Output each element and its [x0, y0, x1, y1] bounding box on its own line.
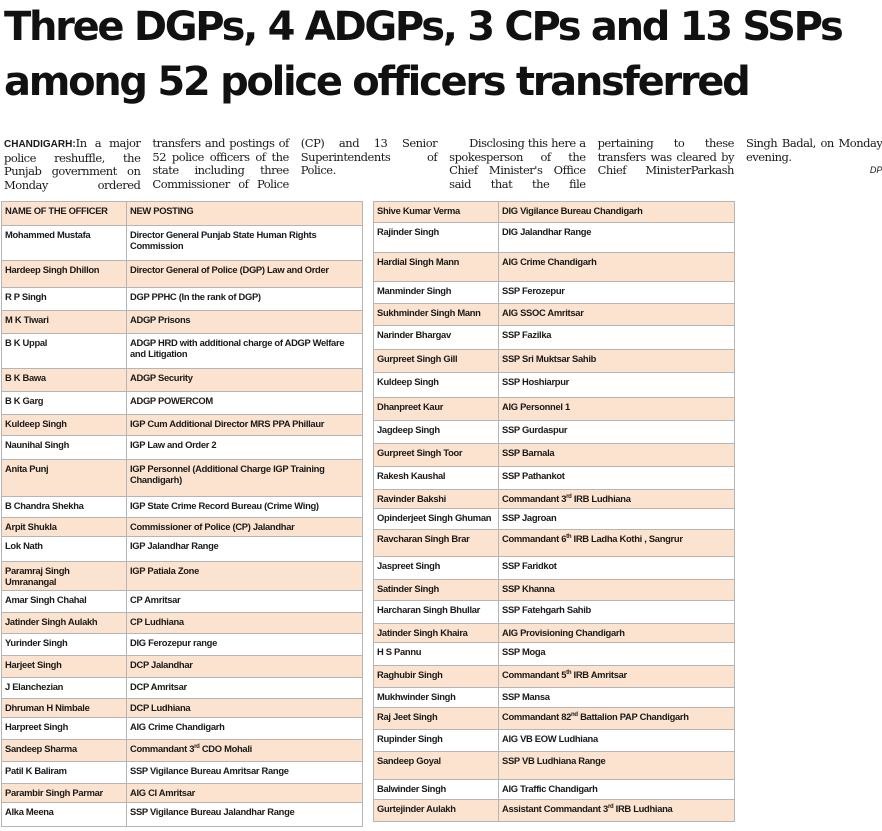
new-posting: IGP State Crime Record Bureau (Crime Wing) [127, 497, 363, 518]
posting-text: IRB Ludhiana [571, 493, 631, 504]
posting-text: Commandant 3 [130, 743, 195, 754]
table-row [2, 562, 363, 591]
posting-text: IRB Ladha Kothi , Sangrur [571, 533, 683, 544]
transfers-table-left [1, 201, 363, 827]
new-posting: IGP Patiala Zone [127, 562, 363, 591]
table-row [2, 415, 363, 436]
new-posting: NEW POSTING [127, 202, 363, 226]
new-posting: SSP Mansa [499, 688, 735, 708]
table-row [374, 752, 735, 780]
table-row [2, 784, 363, 803]
intro-paragraph-1 [4, 137, 437, 195]
table-row [374, 490, 735, 509]
table-row [374, 304, 735, 326]
new-posting: AIG Crime Chandigarh [499, 253, 735, 282]
table-row [2, 288, 363, 311]
table-row [2, 369, 363, 392]
new-posting: AIG Personnel 1 [499, 398, 735, 421]
officer-name: Jaspreet Singh [374, 557, 499, 580]
officer-name: Naunihal Singh [2, 436, 127, 460]
officer-name: Opinderjeet Singh Ghuman [374, 509, 499, 530]
officer-name: Raj Jeet Singh [374, 708, 499, 730]
table-row [374, 467, 735, 490]
officer-name: Yurinder Singh [2, 634, 127, 656]
table-row [2, 497, 363, 518]
officer-name: Ravinder Bakshi [374, 490, 499, 509]
officer-name: R P Singh [2, 288, 127, 311]
officer-name: Paramraj Singh Umranangal [2, 562, 127, 591]
table-row [2, 634, 363, 656]
ordinal-suffix: rd [194, 744, 200, 750]
officer-name: J Elanchezian [2, 678, 127, 699]
officer-name: Dhruman H Nimbale [2, 699, 127, 718]
officer-name: Hardial Singh Mann [374, 253, 499, 282]
transfers-table-right [373, 201, 735, 822]
new-posting: AIG SSOC Amritsar [499, 304, 735, 326]
new-posting: DCP Amritsar [127, 678, 363, 699]
new-posting: SSP Ferozepur [499, 282, 735, 304]
ordinal-suffix: th [566, 534, 572, 540]
new-posting: SSP Fatehgarh Sahib [499, 601, 735, 624]
ordinal-suffix: rd [607, 804, 614, 810]
officer-name: M K Tiwari [2, 311, 127, 334]
new-posting: SSP Vigilance Bureau Amritsar Range [127, 762, 363, 784]
table-row [374, 421, 735, 444]
table-row [2, 656, 363, 678]
table-row [374, 666, 735, 688]
table-row [2, 226, 363, 261]
table-row [2, 591, 363, 613]
table-row [2, 261, 363, 288]
officer-name: Sandeep Sharma [2, 740, 127, 762]
officer-name: Harjeet Singh [2, 656, 127, 678]
new-posting: AIG CI Amritsar [127, 784, 363, 803]
officer-name: H S Pannu [374, 643, 499, 666]
table-row [2, 718, 363, 740]
officer-name: Ravcharan Singh Brar [374, 530, 499, 557]
ordinal-suffix: nd [571, 712, 578, 718]
officer-name: Harpreet Singh [2, 718, 127, 740]
officer-name: Satinder Singh [374, 580, 499, 601]
officer-name: Dhanpreet Kaur [374, 398, 499, 421]
officer-name: Amar Singh Chahal [2, 591, 127, 613]
officer-name: Patil K Baliram [2, 762, 127, 784]
posting-text: Battalion PAP Chandigarh [577, 711, 689, 722]
officer-name: Balwinder Singh [374, 780, 499, 800]
table-row [374, 580, 735, 601]
officer-name: Lok Nath [2, 537, 127, 562]
new-posting [499, 800, 735, 822]
new-posting: IGP Cum Additional Director MRS PPA Phillaur [127, 415, 363, 436]
new-posting [499, 530, 735, 557]
officer-name: Parambir Singh Parmar [2, 784, 127, 803]
new-posting: SSP Sri Muktsar Sahib [499, 350, 735, 373]
officer-name: Narinder Bhargav [374, 326, 499, 350]
officer-name: B K Uppal [2, 334, 127, 369]
table-header-row [2, 202, 363, 226]
posting-text: IRB Amritsar [571, 669, 627, 680]
officer-name: Harcharan Singh Bhullar [374, 601, 499, 624]
table-row [374, 398, 735, 421]
new-posting: SSP Fazilka [499, 326, 735, 350]
table-row [374, 223, 735, 253]
officer-name: Manminder Singh [374, 282, 499, 304]
table-row [374, 350, 735, 373]
new-posting: SSP Gurdaspur [499, 421, 735, 444]
table-row [374, 780, 735, 800]
table-row [2, 740, 363, 762]
officer-name: Jatinder Singh Khaira [374, 624, 499, 643]
table-row [2, 460, 363, 497]
officer-name: Rakesh Kaushal [374, 467, 499, 490]
officer-name: Jatinder Singh Aulakh [2, 613, 127, 634]
new-posting: CP Amritsar [127, 591, 363, 613]
table-row [374, 557, 735, 580]
posting-text: Commandant 6 [502, 533, 567, 544]
new-posting: Commissioner of Police (CP) Jalandhar [127, 518, 363, 537]
table-row [2, 699, 363, 718]
new-posting: SSP VB Ludhiana Range [499, 752, 735, 780]
table-row [2, 436, 363, 460]
table-row [2, 518, 363, 537]
table-row [374, 624, 735, 643]
officer-name: Arpit Shukla [2, 518, 127, 537]
officer-name: Sandeep Goyal [374, 752, 499, 780]
new-posting: SSP Vigilance Bureau Jalandhar Range [127, 803, 363, 827]
table-row [374, 800, 735, 822]
posting-text: Commandant 3 [502, 493, 567, 504]
headline-line-2: among 52 police officers transferred [4, 59, 749, 105]
new-posting: Director General of Police (DGP) Law and Order [127, 261, 363, 288]
officer-name: Gurtejinder Aulakh [374, 800, 499, 822]
new-posting: ADGP POWERCOM [127, 392, 363, 415]
headline [4, 0, 842, 110]
officer-name: B K Bawa [2, 369, 127, 392]
new-posting: DIG Vigilance Bureau Chandigarh [499, 202, 735, 223]
new-posting: DCP Jalandhar [127, 656, 363, 678]
table-row [374, 530, 735, 557]
table-row [374, 253, 735, 282]
officer-name: Kuldeep Singh [374, 373, 499, 398]
officer-name: B Chandra Shekha [2, 497, 127, 518]
posting-text: Commandant 5 [502, 669, 567, 680]
officer-name: Anita Punj [2, 460, 127, 497]
new-posting: DIG Ferozepur range [127, 634, 363, 656]
ordinal-suffix: th [566, 670, 572, 676]
dateline: CHANDIGARH: [4, 139, 76, 150]
new-posting: Director General Punjab State Human Rights Commission [127, 226, 363, 261]
new-posting [499, 708, 735, 730]
officer-name: Mohammed Mustafa [2, 226, 127, 261]
new-posting: DCP Ludhiana [127, 699, 363, 718]
new-posting: AIG VB EOW Ludhiana [499, 730, 735, 752]
new-posting [127, 740, 363, 762]
officer-name: Jagdeep Singh [374, 421, 499, 444]
officer-name: Sukhminder Singh Mann [374, 304, 499, 326]
new-posting: AIG Crime Chandigarh [127, 718, 363, 740]
posting-text: Commandant 82 [502, 711, 572, 722]
new-posting: SSP Barnala [499, 444, 735, 467]
table-row [374, 509, 735, 530]
new-posting: AIG Traffic Chandigarh [499, 780, 735, 800]
posting-text: Assistant Commandant 3 [502, 803, 608, 814]
new-posting: SSP Jagroan [499, 509, 735, 530]
new-posting: SSP Khanna [499, 580, 735, 601]
table-row [374, 601, 735, 624]
new-posting: AIG Provisioning Chandigarh [499, 624, 735, 643]
posting-text: IRB Ludhiana [613, 803, 673, 814]
byline-credit: DP [869, 165, 882, 175]
table-row [2, 537, 363, 562]
new-posting: ADGP Prisons [127, 311, 363, 334]
officer-name: Shive Kumar Verma [374, 202, 499, 223]
new-posting: ADGP HRD with additional charge of ADGP Welfare and Litigation [127, 334, 363, 369]
officer-name: B K Garg [2, 392, 127, 415]
headline-line-1: Three DGPs, 4 ADGPs, 3 CPs and 13 SSPs [4, 4, 842, 50]
table-row [374, 708, 735, 730]
table-row [374, 730, 735, 752]
table-row [374, 282, 735, 304]
officer-name: Rajinder Singh [374, 223, 499, 253]
officer-name: Mukhwinder Singh [374, 688, 499, 708]
table-row [374, 202, 735, 223]
new-posting: DGP PPHC (In the rank of DGP) [127, 288, 363, 311]
intro-body: In a major police reshuffle, the Punjab government on Monday ordered transfers and postings of 52 police officers of the state including three Commissioner of Police (CP) and 13 Senior Superintendents of Police. [4, 136, 438, 192]
officer-name: Rupinder Singh [374, 730, 499, 752]
officer-name: Kuldeep Singh [2, 415, 127, 436]
new-posting: IGP Law and Order 2 [127, 436, 363, 460]
table-row [374, 688, 735, 708]
new-posting: CP Ludhiana [127, 613, 363, 634]
table-row [374, 444, 735, 467]
table-row [2, 678, 363, 699]
new-posting: ADGP Security [127, 369, 363, 392]
table-row [2, 392, 363, 415]
table-row [2, 762, 363, 784]
officer-name: Alka Meena [2, 803, 127, 827]
new-posting [499, 666, 735, 688]
officer-name: Gurpreet Singh Gill [374, 350, 499, 373]
table-row [374, 373, 735, 398]
table-row [2, 311, 363, 334]
intro-body-2: Disclosing this here a spokesperson of the Chief Minister's Office said that the file pertaining to these transfers was cleared by Chief MinisterParkash Singh Badal, on Monday evening. [449, 136, 882, 191]
new-posting: SSP Moga [499, 643, 735, 666]
officer-name: Gurpreet Singh Toor [374, 444, 499, 467]
new-posting: SSP Hoshiarpur [499, 373, 735, 398]
new-posting [499, 490, 735, 509]
new-posting: IGP Jalandhar Range [127, 537, 363, 562]
ordinal-suffix: rd [566, 494, 572, 500]
intro-paragraph-2 [449, 137, 882, 195]
officer-name: Raghubir Singh [374, 666, 499, 688]
new-posting: DIG Jalandhar Range [499, 223, 735, 253]
new-posting: SSP Pathankot [499, 467, 735, 490]
table-row [374, 643, 735, 666]
table-row [374, 326, 735, 350]
new-posting: SSP Faridkot [499, 557, 735, 580]
table-row [2, 803, 363, 827]
table-row [2, 613, 363, 634]
table-row [2, 334, 363, 369]
intro-article [4, 136, 882, 195]
new-posting: IGP Personnel (Additional Charge IGP Training Chandigarh) [127, 460, 363, 497]
officer-name: NAME OF THE OFFICER [2, 202, 127, 226]
posting-text: CDO Mohali [199, 743, 252, 754]
officer-name: Hardeep Singh Dhillon [2, 261, 127, 288]
